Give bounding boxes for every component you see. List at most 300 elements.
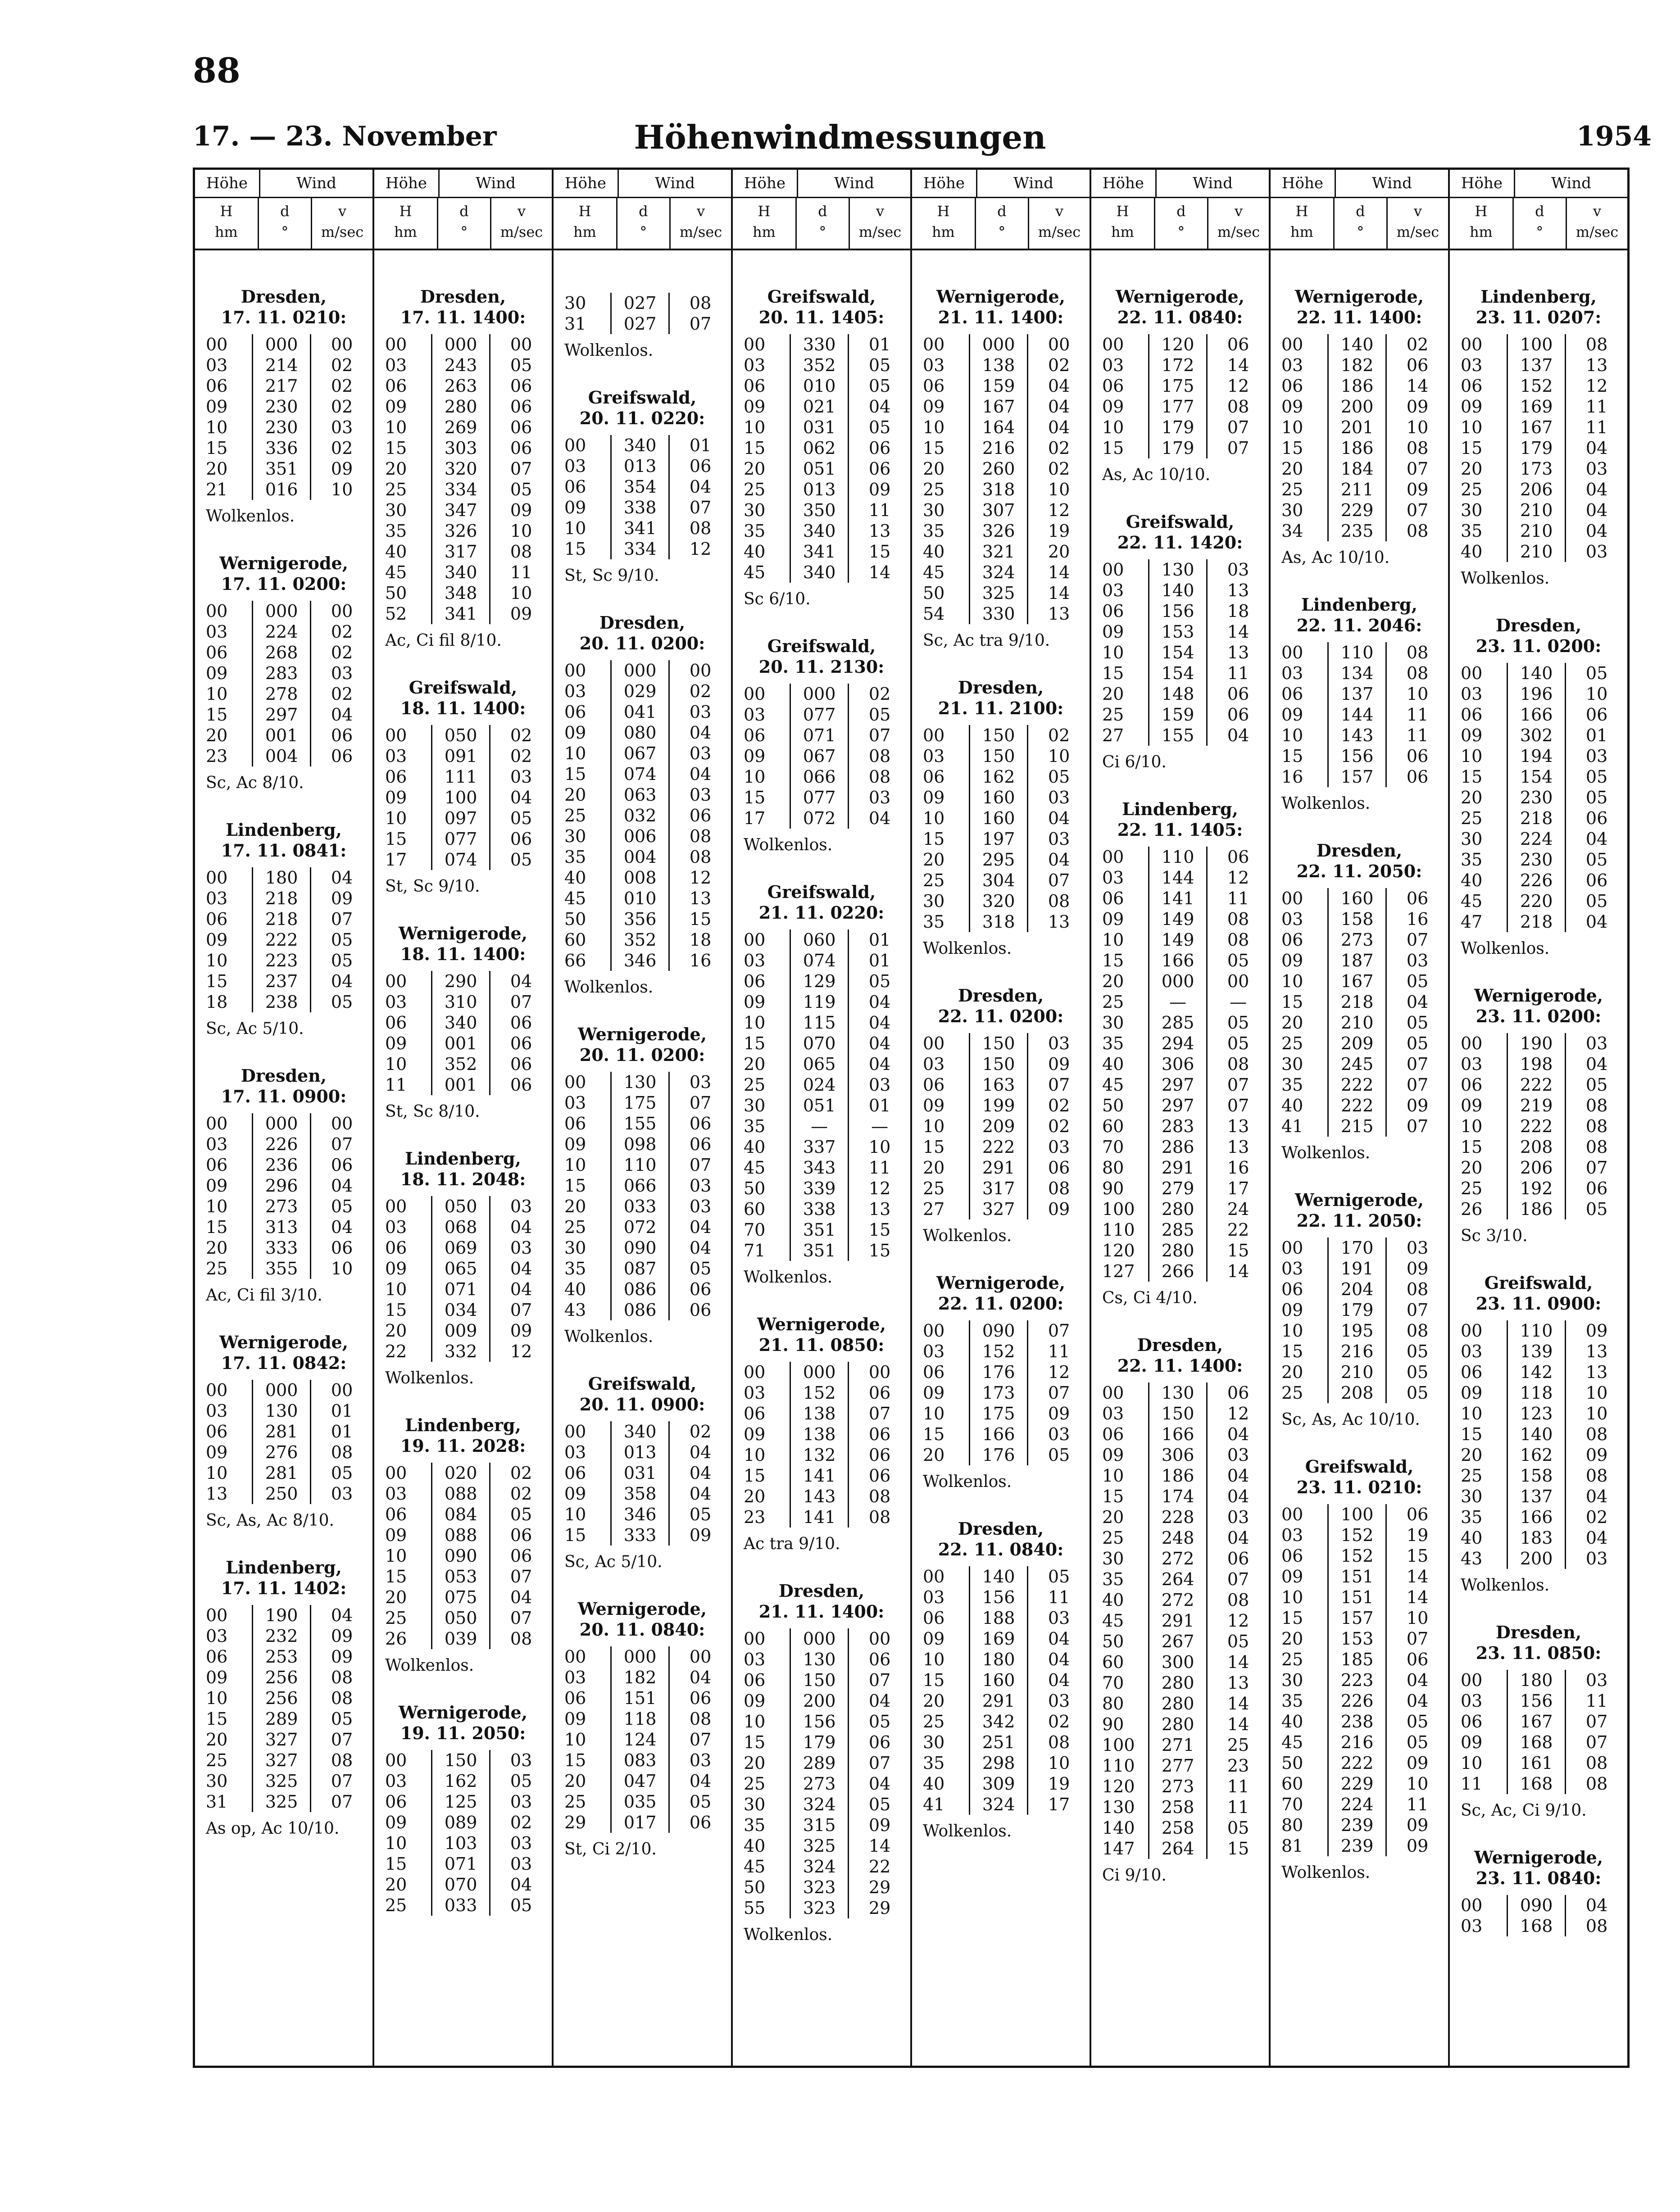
direction-value: 152 [1507,376,1566,396]
height-value: 127 [1102,1261,1135,1281]
direction-value: 313 [252,1217,311,1237]
height-value: 00 [564,1072,586,1092]
height-value: 70 [1102,1673,1124,1693]
speed-value: 06 [510,1033,532,1053]
direction-value: 001 [431,1074,490,1095]
subheader-row [733,198,910,250]
direction-value: 210 [1507,500,1566,521]
speed-value: 07 [868,1670,891,1690]
speed-value: 06 [868,1424,891,1444]
speed-value: 18 [689,930,712,950]
speed-value: 05 [1406,1732,1429,1752]
speed-value: 10 [1585,684,1608,704]
height-value: 35 [744,1815,766,1835]
station-name: Dresden, [1316,840,1403,861]
table-row [1091,929,1269,950]
speed-value: 08 [1406,1321,1429,1341]
direction-value: 157 [1327,766,1387,787]
direction-value: 339 [790,1178,849,1199]
cloud-note: Wolkenlos. [564,1328,654,1346]
v-label: v [696,203,705,220]
direction-value: 341 [790,541,849,562]
table-row [733,1877,910,1898]
height-value: 06 [385,1013,407,1033]
station-name: Greifswald, [767,636,876,656]
direction-value: 285 [1148,1219,1208,1240]
direction-value: 053 [431,1566,490,1587]
direction-value: 129 [790,971,849,992]
speed-value: 06 [510,438,532,458]
height-value: 20 [1102,971,1124,991]
speed-value: 06 [1585,705,1608,725]
speed-value: 08 [1227,909,1249,929]
speed-value: 12 [868,1179,891,1198]
speed-value: 03 [1048,1424,1070,1444]
speed-value: 13 [1585,1362,1608,1382]
direction-value: 063 [610,784,670,805]
speed-value: 05 [1585,767,1608,787]
cloud-note: St, Ci 2/10. [564,1840,657,1858]
height-value: 20 [744,1753,766,1773]
speed-value: 04 [1585,500,1608,520]
direction-value: 000 [790,684,849,704]
speed-value: 00 [331,335,353,354]
speed-value: — [1230,992,1247,1012]
table-row [912,1033,1090,1054]
speed-value: 10 [510,583,532,603]
speed-value: 04 [1585,829,1608,849]
table-row [554,1688,731,1709]
height-value: 00 [206,335,228,354]
height-value: 45 [923,562,945,582]
speed-value: 07 [1406,500,1429,520]
cloud-note: Wolkenlos. [206,507,295,526]
table-row [912,376,1090,396]
height-value: 10 [564,1505,586,1524]
speed-value: 06 [1406,355,1429,375]
direction-value: 194 [1507,746,1566,766]
height-value: 09 [744,1424,766,1444]
table-row [1271,1670,1448,1691]
table-row [374,438,552,458]
height-value: 06 [206,376,228,396]
station-name: Greifswald, [1126,512,1235,532]
direction-value: 154 [1148,642,1208,663]
height-value: 10 [1461,1404,1483,1423]
table-column [374,170,554,2066]
direction-value: 268 [252,642,311,663]
height-value: 00 [1461,663,1483,683]
speed-value: 04 [868,1691,891,1711]
height-value: 06 [1102,888,1124,908]
direction-value: 303 [431,438,490,458]
table-row [1271,1566,1448,1587]
height-value: 10 [1102,930,1124,950]
speed-value: 09 [1585,1445,1608,1465]
table-row [1091,601,1269,621]
table-row [554,784,731,805]
height-value: 10 [744,1712,766,1732]
speed-value: 04 [1227,725,1249,745]
wind-table [193,168,1630,2068]
table-row [1271,1074,1448,1095]
direction-value: 009 [431,1320,490,1341]
cloud-note: Ac, Ci fil 8/10. [385,631,502,650]
direction-value: 336 [252,438,311,458]
table-row [1091,1137,1269,1157]
station-block [554,1599,731,1860]
speed-value: 03 [331,1484,353,1504]
station-name: Dresden, [599,612,686,633]
speed-value: 14 [1227,622,1249,642]
direction-value: 000 [252,601,311,621]
table-row [195,1442,372,1463]
direction-value: 130 [1148,559,1208,580]
table-row [912,417,1090,438]
table-row [195,867,372,888]
station-block [912,286,1090,651]
measurement-rows [374,1463,552,1649]
column-body [195,250,372,1839]
table-row [912,1649,1090,1670]
height-value: 20 [385,1875,407,1895]
height-value: 15 [385,1300,407,1320]
speed-value: 02 [331,622,353,642]
height-value: 40 [1461,542,1483,562]
speed-value: 06 [1227,1549,1249,1568]
table-row [554,929,731,950]
table-row [733,417,910,438]
speed-value: 29 [868,1877,891,1897]
table-row [195,909,372,929]
speed-value: 04 [510,788,532,807]
table-row [554,1750,731,1771]
speed-value: 04 [1406,1691,1429,1711]
speed-value: 08 [1406,663,1429,683]
speed-value: 15 [1227,1241,1249,1260]
direction-value: 179 [1327,1300,1387,1320]
speed-value: 08 [689,518,712,538]
table-row [554,1134,731,1155]
table-row [374,787,552,808]
height-value: 10 [1102,417,1124,437]
station-block [912,1518,1090,1842]
direction-value: 084 [431,1504,490,1525]
speed-value: 04 [1048,376,1070,396]
ms-label: m/sec [679,223,722,240]
table-row [1091,971,1269,992]
direction-value: 157 [1327,1608,1387,1628]
table-row [1450,1157,1627,1178]
direction-value: 089 [431,1812,490,1833]
direction-value: 278 [252,684,311,704]
speed-value: 10 [331,480,353,499]
direction-value: 088 [431,1525,490,1546]
speed-value: 02 [1048,438,1070,458]
station-block [1271,1190,1448,1430]
direction-value: 060 [790,929,849,950]
direction-value: 100 [1507,334,1566,355]
direction-value: 087 [610,1258,670,1279]
table-row [1271,1836,1448,1856]
height-value: 00 [385,1197,407,1216]
height-value: 09 [385,1525,407,1545]
speed-value: 23 [1227,1756,1249,1776]
direction-value: 201 [1327,417,1387,438]
direction-value: 137 [1507,1486,1566,1507]
direction-value: 260 [969,458,1028,479]
height-value: 25 [1461,480,1483,499]
speed-value: 08 [1048,1179,1070,1198]
station-block [733,882,910,1288]
speed-value: 05 [1048,767,1070,787]
direction-value: 013 [610,456,670,476]
height-value: 60 [744,1199,766,1219]
speed-value: 03 [689,785,712,805]
table-row [1091,1486,1269,1507]
station-name: Lindenberg, [1480,286,1597,307]
table-row [1091,1261,1269,1282]
direction-value: 218 [1327,992,1387,1012]
table-row [1450,1424,1627,1445]
height-value: 00 [385,335,407,354]
height-value: 20 [564,1197,586,1216]
height-value: 54 [923,604,945,624]
direction-value: 176 [969,1362,1028,1382]
direction-value: 150 [969,1033,1028,1054]
speed-value: 09 [331,1626,353,1646]
speed-value: 03 [689,1176,712,1196]
height-value: 23 [744,1507,766,1527]
direction-value: 130 [1148,1382,1208,1403]
measurement-rows [1450,1033,1627,1219]
speed-value: 02 [331,643,353,662]
direction-value: 281 [252,1463,311,1483]
table-row [912,1178,1090,1199]
table-row [912,1403,1090,1424]
station-time: 22. 11. 1400: [1117,1355,1243,1376]
station-time: 23. 11. 0850: [1476,1643,1602,1663]
table-row [733,1445,910,1465]
direction-value: 141 [1148,888,1208,909]
direction-value: 125 [431,1791,490,1812]
height-value: 06 [564,702,586,722]
cloud-note: Wolkenlos. [385,1369,474,1387]
measurement-rows [374,1196,552,1362]
table-row [195,1134,372,1155]
table-row [374,1341,552,1362]
direction-value: 137 [1507,355,1566,376]
speed-value: 04 [1585,1054,1608,1074]
table-row [912,725,1090,746]
height-value: 03 [744,951,766,970]
table-row [733,1382,910,1403]
station-name: Wernigerode, [757,1314,886,1334]
table-row [1271,417,1448,438]
height-value: 03 [206,1626,228,1646]
speed-value: 04 [1585,480,1608,499]
direction-value: 150 [431,1750,490,1771]
station-time: 23. 11. 0840: [1476,1868,1602,1888]
speed-value: 15 [868,1241,891,1260]
direction-value: 151 [1327,1587,1387,1608]
height-value: 15 [564,764,586,784]
wind-header: Wind [654,174,695,192]
direction-value: 230 [1507,849,1566,870]
table-row [374,458,552,479]
speed-value: 04 [331,1217,353,1237]
speed-value: 11 [1585,1691,1608,1711]
table-row [1271,334,1448,355]
table-row [374,396,552,417]
column-body [733,250,910,1945]
height-value: 66 [564,951,586,970]
height-value: 81 [1281,1836,1303,1856]
direction-value: 304 [969,870,1028,891]
speed-value: 07 [1227,417,1249,437]
measurement-rows [374,334,552,624]
direction-value: 031 [790,417,849,438]
height-value: 20 [744,459,766,479]
station-block [195,1557,372,1839]
table-row [1091,1776,1269,1797]
table-row [1091,1673,1269,1693]
height-value: 00 [1102,847,1124,867]
height-value: 35 [1461,850,1483,870]
speed-value: 09 [1406,480,1429,499]
direction-value: 149 [1148,929,1208,950]
speed-value: 03 [1585,1033,1608,1053]
table-row [374,1054,552,1074]
speed-value: 14 [1406,376,1429,396]
height-value: 03 [923,1587,945,1607]
height-value: 06 [206,909,228,929]
height-value: 03 [564,681,586,701]
speed-value: 02 [510,746,532,766]
direction-value: 006 [610,826,670,847]
speed-value: 14 [1227,1261,1249,1281]
height-value: 15 [206,705,228,725]
table-row [195,1771,372,1791]
height-value: 06 [564,477,586,497]
table-row [554,805,731,826]
table-row [374,1012,552,1033]
station-name: Wernigerode, [399,1702,527,1722]
height-value: 25 [1461,1466,1483,1486]
direction-value: 251 [969,1732,1028,1753]
table-row [912,1362,1090,1382]
direction-value: 297 [252,704,311,725]
measurement-rows [1091,334,1269,458]
direction-value: 168 [1507,1916,1566,1936]
direction-value: 187 [1327,950,1387,971]
station-block [374,1702,552,1916]
speed-value: 00 [331,601,353,621]
station-block [195,1332,372,1531]
height-value: 25 [744,1075,766,1095]
cloud-note: As, Ac 10/10. [1281,548,1390,567]
table-row [1091,1528,1269,1548]
table-row [912,746,1090,766]
direction-value: 150 [969,725,1028,746]
height-value: 25 [385,1895,407,1915]
height-value: 35 [1102,1569,1124,1589]
direction-value: 016 [252,479,311,500]
height-value: 06 [1281,684,1303,704]
height-value: 50 [744,1877,766,1897]
table-row [733,725,910,746]
speed-value: 01 [1585,725,1608,745]
speed-value: 01 [868,930,891,950]
direction-value: 351 [790,1240,849,1261]
height-value: 80 [1281,1815,1303,1835]
cloud-note: Wolkenlos. [1281,1863,1371,1882]
table-row [554,1442,731,1463]
height-value: 09 [206,1668,228,1687]
height-value: 00 [923,1321,945,1341]
height-value: 30 [1281,1670,1303,1690]
direction-value: 160 [1327,888,1387,909]
deg-label: ° [460,223,468,240]
height-value: 09 [385,397,407,417]
table-row [1091,1095,1269,1116]
table-row [733,1628,910,1649]
cloud-note: Ci 6/10. [1102,753,1167,771]
direction-value: 150 [969,746,1028,766]
direction-value: 226 [1507,870,1566,891]
height-value: 60 [1102,1652,1124,1672]
direction-value: 250 [252,1483,311,1504]
speed-value: 07 [1048,1321,1070,1341]
direction-value: 218 [1507,911,1566,932]
direction-value: — [1148,992,1208,1012]
height-header: Höhe [733,170,798,197]
speed-value: 03 [1585,1549,1608,1568]
measurement-rows [195,1113,372,1279]
speed-value: 08 [1585,1116,1608,1136]
height-value: 03 [1461,1342,1483,1361]
table-row [912,334,1090,355]
speed-value: 00 [1227,971,1249,991]
speed-value: 07 [1048,1075,1070,1095]
height-value: 00 [744,684,766,704]
speed-value: 01 [868,1096,891,1115]
table-row [554,539,731,559]
speed-value: 06 [510,1075,532,1095]
year: 1954 [1576,121,1652,152]
height-value: 25 [923,1712,945,1732]
table-row [1091,1590,1269,1610]
direction-value: 354 [610,476,670,497]
height-value: 30 [564,293,586,313]
cloud-note: Wolkenlos. [564,978,654,997]
speed-value: 07 [1048,870,1070,890]
direction-value: 197 [969,829,1028,849]
station-name: Dresden, [241,1065,327,1086]
table-row [374,1237,552,1258]
direction-value: 130 [610,1072,670,1092]
direction-value: 338 [790,1199,849,1219]
speed-value: 06 [510,1546,532,1566]
v-label: v [338,203,347,220]
measurement-rows [374,1750,552,1916]
speed-value: 02 [1048,1712,1070,1732]
direction-value: 144 [1327,704,1387,725]
station-time: 22. 11. 0840: [1117,307,1243,327]
column-body [1091,250,1269,1886]
speed-value: 10 [510,521,532,541]
h-label: H [578,203,591,220]
